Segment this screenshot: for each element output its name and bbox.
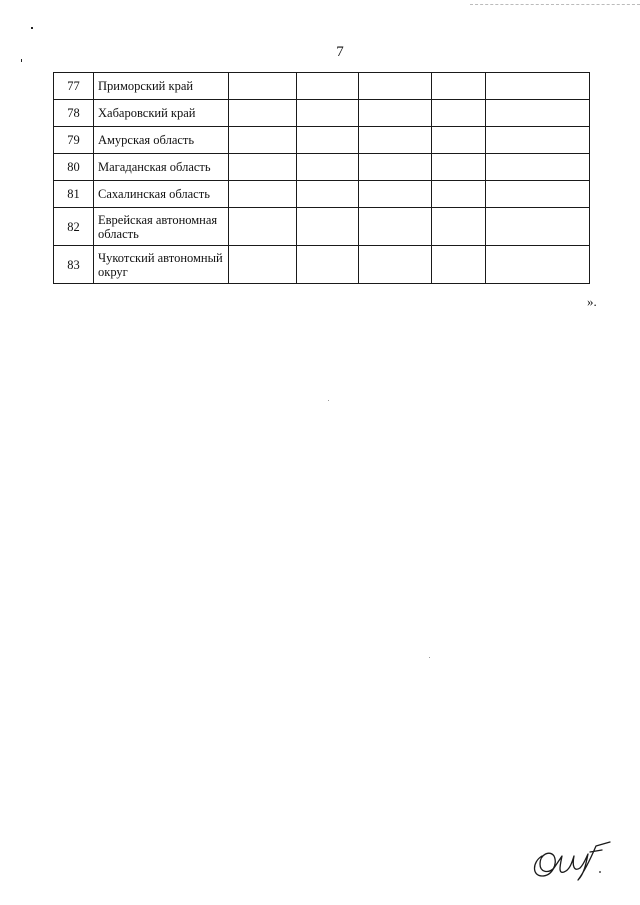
empty-cell [486, 73, 590, 100]
row-number: 83 [54, 246, 94, 284]
region-name: Амурская область [94, 127, 229, 154]
region-name: Магаданская область [94, 154, 229, 181]
empty-cell [486, 154, 590, 181]
table-row [54, 246, 590, 284]
empty-cell [229, 208, 297, 246]
empty-cell [297, 246, 359, 284]
row-number: 79 [54, 127, 94, 154]
table-row [54, 73, 590, 100]
empty-cell [229, 154, 297, 181]
empty-cell [486, 127, 590, 154]
empty-cell [359, 100, 432, 127]
empty-cell [359, 154, 432, 181]
table-row [54, 154, 590, 181]
empty-cell [486, 208, 590, 246]
empty-cell [486, 181, 590, 208]
row-number: 82 [54, 208, 94, 246]
empty-cell [229, 246, 297, 284]
empty-cell [432, 181, 486, 208]
scan-edge-line [470, 4, 640, 5]
empty-cell [486, 100, 590, 127]
region-name: Еврейская автономная область [94, 208, 229, 246]
empty-cell [359, 127, 432, 154]
empty-cell [229, 73, 297, 100]
empty-cell [229, 100, 297, 127]
row-number: 78 [54, 100, 94, 127]
handwritten-signature [528, 826, 614, 882]
regions-table [53, 72, 590, 284]
empty-cell [297, 208, 359, 246]
empty-cell [432, 246, 486, 284]
empty-cell [297, 154, 359, 181]
empty-cell [297, 181, 359, 208]
table-row [54, 127, 590, 154]
empty-cell [297, 100, 359, 127]
scan-dot-mark [31, 27, 33, 29]
scan-speck [328, 400, 329, 401]
row-number: 81 [54, 181, 94, 208]
table-row [54, 100, 590, 127]
empty-cell [432, 73, 486, 100]
row-number: 77 [54, 73, 94, 100]
empty-cell [359, 208, 432, 246]
empty-cell [359, 73, 432, 100]
empty-cell [432, 208, 486, 246]
empty-cell [229, 127, 297, 154]
empty-cell [432, 154, 486, 181]
region-name: Приморский край [94, 73, 229, 100]
region-name: Чукотский автономный округ [94, 246, 229, 284]
empty-cell [432, 127, 486, 154]
empty-cell [359, 181, 432, 208]
table-row [54, 208, 590, 246]
empty-cell [297, 127, 359, 154]
row-number: 80 [54, 154, 94, 181]
empty-cell [432, 100, 486, 127]
empty-cell [229, 181, 297, 208]
table-row [54, 181, 590, 208]
region-name: Хабаровский край [94, 100, 229, 127]
closing-quote-mark: ». [587, 294, 597, 309]
region-name: Сахалинская область [94, 181, 229, 208]
page-number: 7 [336, 44, 344, 60]
empty-cell [486, 246, 590, 284]
scan-speck [429, 657, 430, 658]
empty-cell [359, 246, 432, 284]
empty-cell [297, 73, 359, 100]
